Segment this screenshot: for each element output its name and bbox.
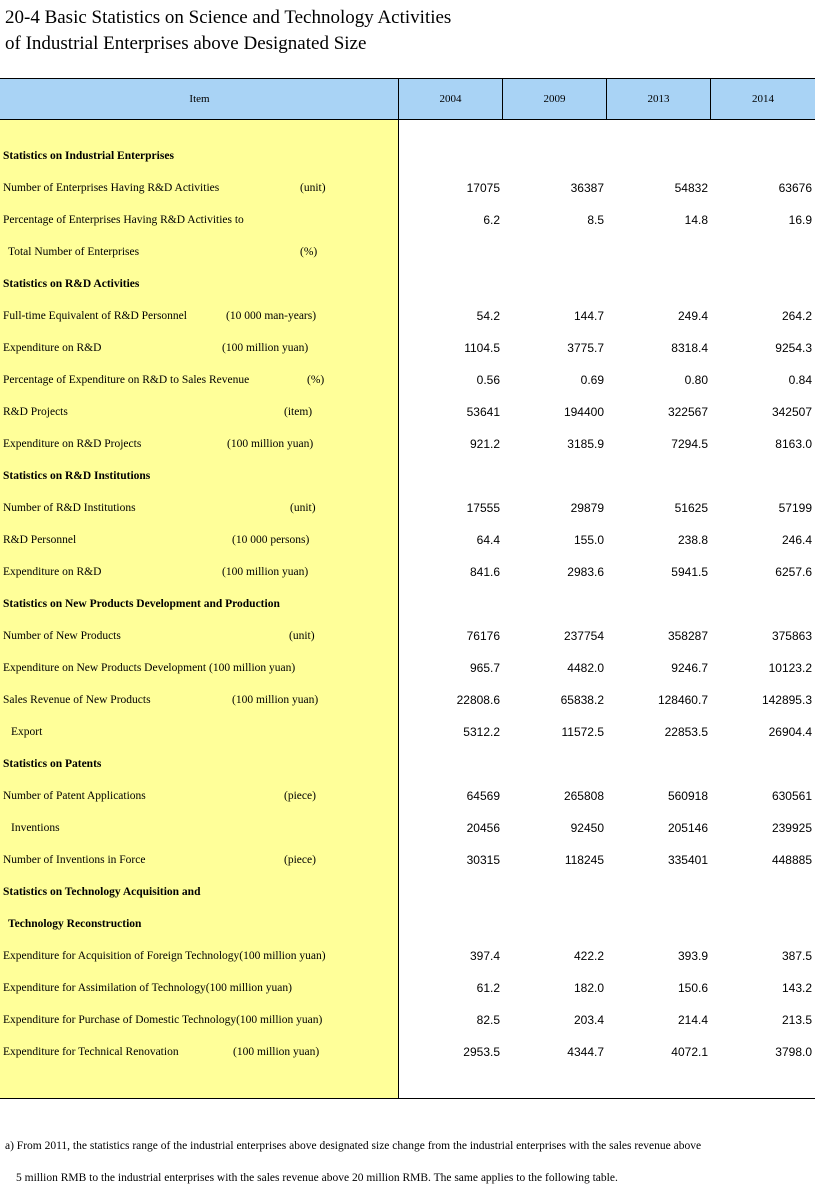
value-2009: 182.0 xyxy=(573,981,604,995)
value-2013: 214.4 xyxy=(677,1013,708,1027)
value-2004: 965.7 xyxy=(469,661,500,675)
section-title: Statistics on R&D Activities xyxy=(3,278,140,290)
value-2013: 54832 xyxy=(674,181,708,195)
value-2004: 61.2 xyxy=(476,981,500,995)
value-2013: 560918 xyxy=(667,789,708,803)
value-2014: 448885 xyxy=(771,853,812,867)
rule-top xyxy=(0,78,815,79)
value-2009: 0.69 xyxy=(580,373,604,387)
table-row xyxy=(0,844,815,876)
row-label: Number of New Products xyxy=(3,630,121,642)
row-label: Inventions xyxy=(11,822,60,834)
row-label: Expenditure for Acquisition of Foreign Technology(100 million yuan) xyxy=(3,950,326,962)
row-label: Expenditure for Technical Renovation xyxy=(3,1046,179,1058)
value-2004: 53641 xyxy=(466,405,500,419)
value-2013: 4072.1 xyxy=(671,1045,708,1059)
row-label: Number of Enterprises Having R&D Activities xyxy=(3,182,220,194)
value-2013: 5941.5 xyxy=(671,565,708,579)
section-title: Statistics on Patents xyxy=(3,758,102,770)
value-2009: 36387 xyxy=(570,181,604,195)
table-row xyxy=(0,236,815,268)
table-row xyxy=(0,972,815,1004)
rule-header-bottom xyxy=(0,119,815,120)
value-2014: 246.4 xyxy=(781,533,812,547)
value-2014: 57199 xyxy=(778,501,812,515)
table-row xyxy=(0,428,815,460)
header-year-2014: 2014 xyxy=(710,78,815,120)
section-title: Statistics on Technology Acquisition and xyxy=(3,886,201,898)
value-2004: 2953.5 xyxy=(463,1045,500,1059)
value-2009: 4344.7 xyxy=(567,1045,604,1059)
row-label: Total Number of Enterprises xyxy=(8,246,140,258)
value-2009: 11572.5 xyxy=(561,725,604,739)
value-2014: 342507 xyxy=(771,405,812,419)
value-2004: 0.56 xyxy=(476,373,500,387)
value-2013: 51625 xyxy=(674,501,708,515)
value-2013: 249.4 xyxy=(677,309,708,323)
value-2014: 630561 xyxy=(771,789,812,803)
value-2004: 30315 xyxy=(466,853,500,867)
table-row xyxy=(0,492,815,524)
value-2014: 63676 xyxy=(778,181,812,195)
table-row xyxy=(0,1036,815,1068)
section-header-row xyxy=(0,748,815,780)
value-2014: 9254.3 xyxy=(775,341,812,355)
value-2013: 0.80 xyxy=(684,373,708,387)
value-2014: 16.9 xyxy=(788,213,812,227)
table-row xyxy=(0,364,815,396)
row-label: Sales Revenue of New Products xyxy=(3,694,151,706)
header-year-2013: 2013 xyxy=(606,78,710,120)
value-2014: 264.2 xyxy=(781,309,812,323)
row-label: Percentage of Enterprises Having R&D Activities to xyxy=(3,214,244,226)
value-2014: 213.5 xyxy=(781,1013,812,1027)
table-row xyxy=(0,1004,815,1036)
row-label: Expenditure on R&D Projects xyxy=(3,438,142,450)
page-title-line-1: 20-4 Basic Statistics on Science and Technology Activities xyxy=(5,7,452,28)
value-2009: 265808 xyxy=(563,789,604,803)
row-unit: (%) xyxy=(307,374,325,386)
row-label: R&D Personnel xyxy=(3,534,77,546)
value-2014: 375863 xyxy=(771,629,812,643)
value-2004: 17555 xyxy=(466,501,500,515)
header-year-2004: 2004 xyxy=(398,78,502,120)
section-header-row xyxy=(0,876,815,908)
value-2014: 26904.4 xyxy=(768,725,812,739)
row-label: Number of R&D Institutions xyxy=(3,502,136,514)
value-2004: 921.2 xyxy=(469,437,500,451)
value-2009 xyxy=(504,236,604,268)
row-unit: (100 million yuan) xyxy=(232,694,319,706)
value-2014: 387.5 xyxy=(781,949,812,963)
table-row xyxy=(0,300,815,332)
page-title-line-2: of Industrial Enterprises above Designated Size xyxy=(5,33,367,54)
section-header-row xyxy=(0,268,815,300)
value-2013: 7294.5 xyxy=(671,437,708,451)
value-2009: 8.5 xyxy=(587,213,604,227)
value-2014: 8163.0 xyxy=(775,437,812,451)
value-2013: 335401 xyxy=(667,853,708,867)
value-2004: 64.4 xyxy=(476,533,500,547)
table-row xyxy=(0,684,815,716)
row-unit: (unit) xyxy=(300,182,326,194)
value-2014 xyxy=(712,236,812,268)
table-row xyxy=(0,396,815,428)
row-label: Number of Patent Applications xyxy=(3,790,146,802)
section-header-row xyxy=(0,460,815,492)
value-2009: 144.7 xyxy=(573,309,604,323)
value-2009: 2983.6 xyxy=(567,565,604,579)
header-item: Item xyxy=(189,93,210,105)
table-row xyxy=(0,812,815,844)
section-title: Technology Reconstruction xyxy=(8,918,142,930)
row-unit: (%) xyxy=(300,246,318,258)
value-2004: 17075 xyxy=(466,181,500,195)
table-row xyxy=(0,652,815,684)
table-row xyxy=(0,204,815,236)
value-2009: 203.4 xyxy=(573,1013,604,1027)
row-unit: (10 000 persons) xyxy=(232,534,310,546)
value-2013: 22853.5 xyxy=(664,725,708,739)
row-label: Export xyxy=(11,726,43,738)
table-row xyxy=(0,940,815,972)
row-unit: (10 000 man-years) xyxy=(226,310,317,322)
value-2013: 8318.4 xyxy=(671,341,708,355)
value-2013: 238.8 xyxy=(677,533,708,547)
row-label: Number of Inventions in Force xyxy=(3,854,146,866)
table-header xyxy=(0,78,815,120)
value-2013 xyxy=(608,236,708,268)
footnote-line-2: 5 million RMB to the industrial enterprises with the sales revenue above 20 million RMB. The same applies to the following table. xyxy=(16,1172,618,1184)
row-label: R&D Projects xyxy=(3,406,68,418)
value-2009: 155.0 xyxy=(573,533,604,547)
value-2004: 841.6 xyxy=(469,565,500,579)
section-title: Statistics on New Products Development and Production xyxy=(3,598,280,610)
value-2004: 20456 xyxy=(466,821,500,835)
value-2014: 3798.0 xyxy=(775,1045,812,1059)
row-label: Expenditure for Purchase of Domestic Technology(100 million yuan) xyxy=(3,1014,323,1026)
value-2013: 393.9 xyxy=(677,949,708,963)
row-unit: (100 million yuan) xyxy=(227,438,314,450)
value-2009: 3185.9 xyxy=(567,437,604,451)
header-year-2009: 2009 xyxy=(502,78,606,120)
footnote-line-1: a) From 2011, the statistics range of the industrial enterprises above designated size change from the industrial enterprises with the sales revenue above xyxy=(5,1140,702,1152)
row-unit: (piece) xyxy=(284,790,316,802)
section-header-row xyxy=(0,140,815,172)
section-header-row xyxy=(0,588,815,620)
row-unit: (unit) xyxy=(289,630,315,642)
value-2014: 142895.3 xyxy=(761,693,812,707)
value-2014: 143.2 xyxy=(781,981,812,995)
section-title: Statistics on Industrial Enterprises xyxy=(3,150,174,162)
row-unit: (piece) xyxy=(284,854,316,866)
value-2013: 150.6 xyxy=(677,981,708,995)
value-2004: 5312.2 xyxy=(463,725,500,739)
row-unit: (100 million yuan) xyxy=(222,342,309,354)
value-2013: 9246.7 xyxy=(671,661,708,675)
value-2004: 1104.5 xyxy=(464,341,500,355)
value-2014: 10123.2 xyxy=(768,661,812,675)
table-row xyxy=(0,620,815,652)
value-2004: 397.4 xyxy=(469,949,500,963)
value-2014: 6257.6 xyxy=(775,565,812,579)
value-2004: 54.2 xyxy=(476,309,500,323)
value-2013: 205146 xyxy=(667,821,708,835)
row-unit: (100 million yuan) xyxy=(222,566,309,578)
value-2009: 29879 xyxy=(570,501,604,515)
value-2013: 322567 xyxy=(667,405,708,419)
value-2013: 358287 xyxy=(667,629,708,643)
row-unit: (item) xyxy=(284,406,313,418)
value-2004 xyxy=(400,236,500,268)
row-label: Percentage of Expenditure on R&D to Sales Revenue xyxy=(3,374,250,386)
value-2004: 76176 xyxy=(466,629,500,643)
value-2009: 422.2 xyxy=(573,949,604,963)
value-2009: 65838.2 xyxy=(560,693,604,707)
row-label: Expenditure on New Products Development (100 million yuan) xyxy=(3,662,296,674)
row-label: Full-time Equivalent of R&D Personnel xyxy=(3,310,187,322)
value-2004: 82.5 xyxy=(476,1013,500,1027)
value-2014: 239925 xyxy=(771,821,812,835)
value-2009: 118245 xyxy=(564,853,604,867)
section-title: Statistics on R&D Institutions xyxy=(3,470,151,482)
table-row xyxy=(0,524,815,556)
value-2004: 64569 xyxy=(466,789,500,803)
value-2009: 4482.0 xyxy=(567,661,604,675)
value-2013: 128460.7 xyxy=(657,693,708,707)
table-row xyxy=(0,332,815,364)
value-2009: 3775.7 xyxy=(567,341,604,355)
value-2009: 194400 xyxy=(563,405,604,419)
row-unit: (unit) xyxy=(290,502,316,514)
table-row xyxy=(0,172,815,204)
row-label: Expenditure on R&D xyxy=(3,342,102,354)
value-2004: 6.2 xyxy=(483,213,500,227)
table-row xyxy=(0,556,815,588)
row-label: Expenditure for Assimilation of Technology(100 million yuan) xyxy=(3,982,292,994)
value-2013: 14.8 xyxy=(684,213,708,227)
value-2009: 237754 xyxy=(563,629,604,643)
value-2004: 22808.6 xyxy=(456,693,500,707)
table-row xyxy=(0,716,815,748)
row-unit: (100 million yuan) xyxy=(233,1046,320,1058)
rule-table-bottom xyxy=(0,1098,815,1099)
value-2009: 92450 xyxy=(570,821,604,835)
table-row xyxy=(0,780,815,812)
value-2014: 0.84 xyxy=(788,373,812,387)
section-header-row xyxy=(0,908,815,940)
row-label: Expenditure on R&D xyxy=(3,566,102,578)
